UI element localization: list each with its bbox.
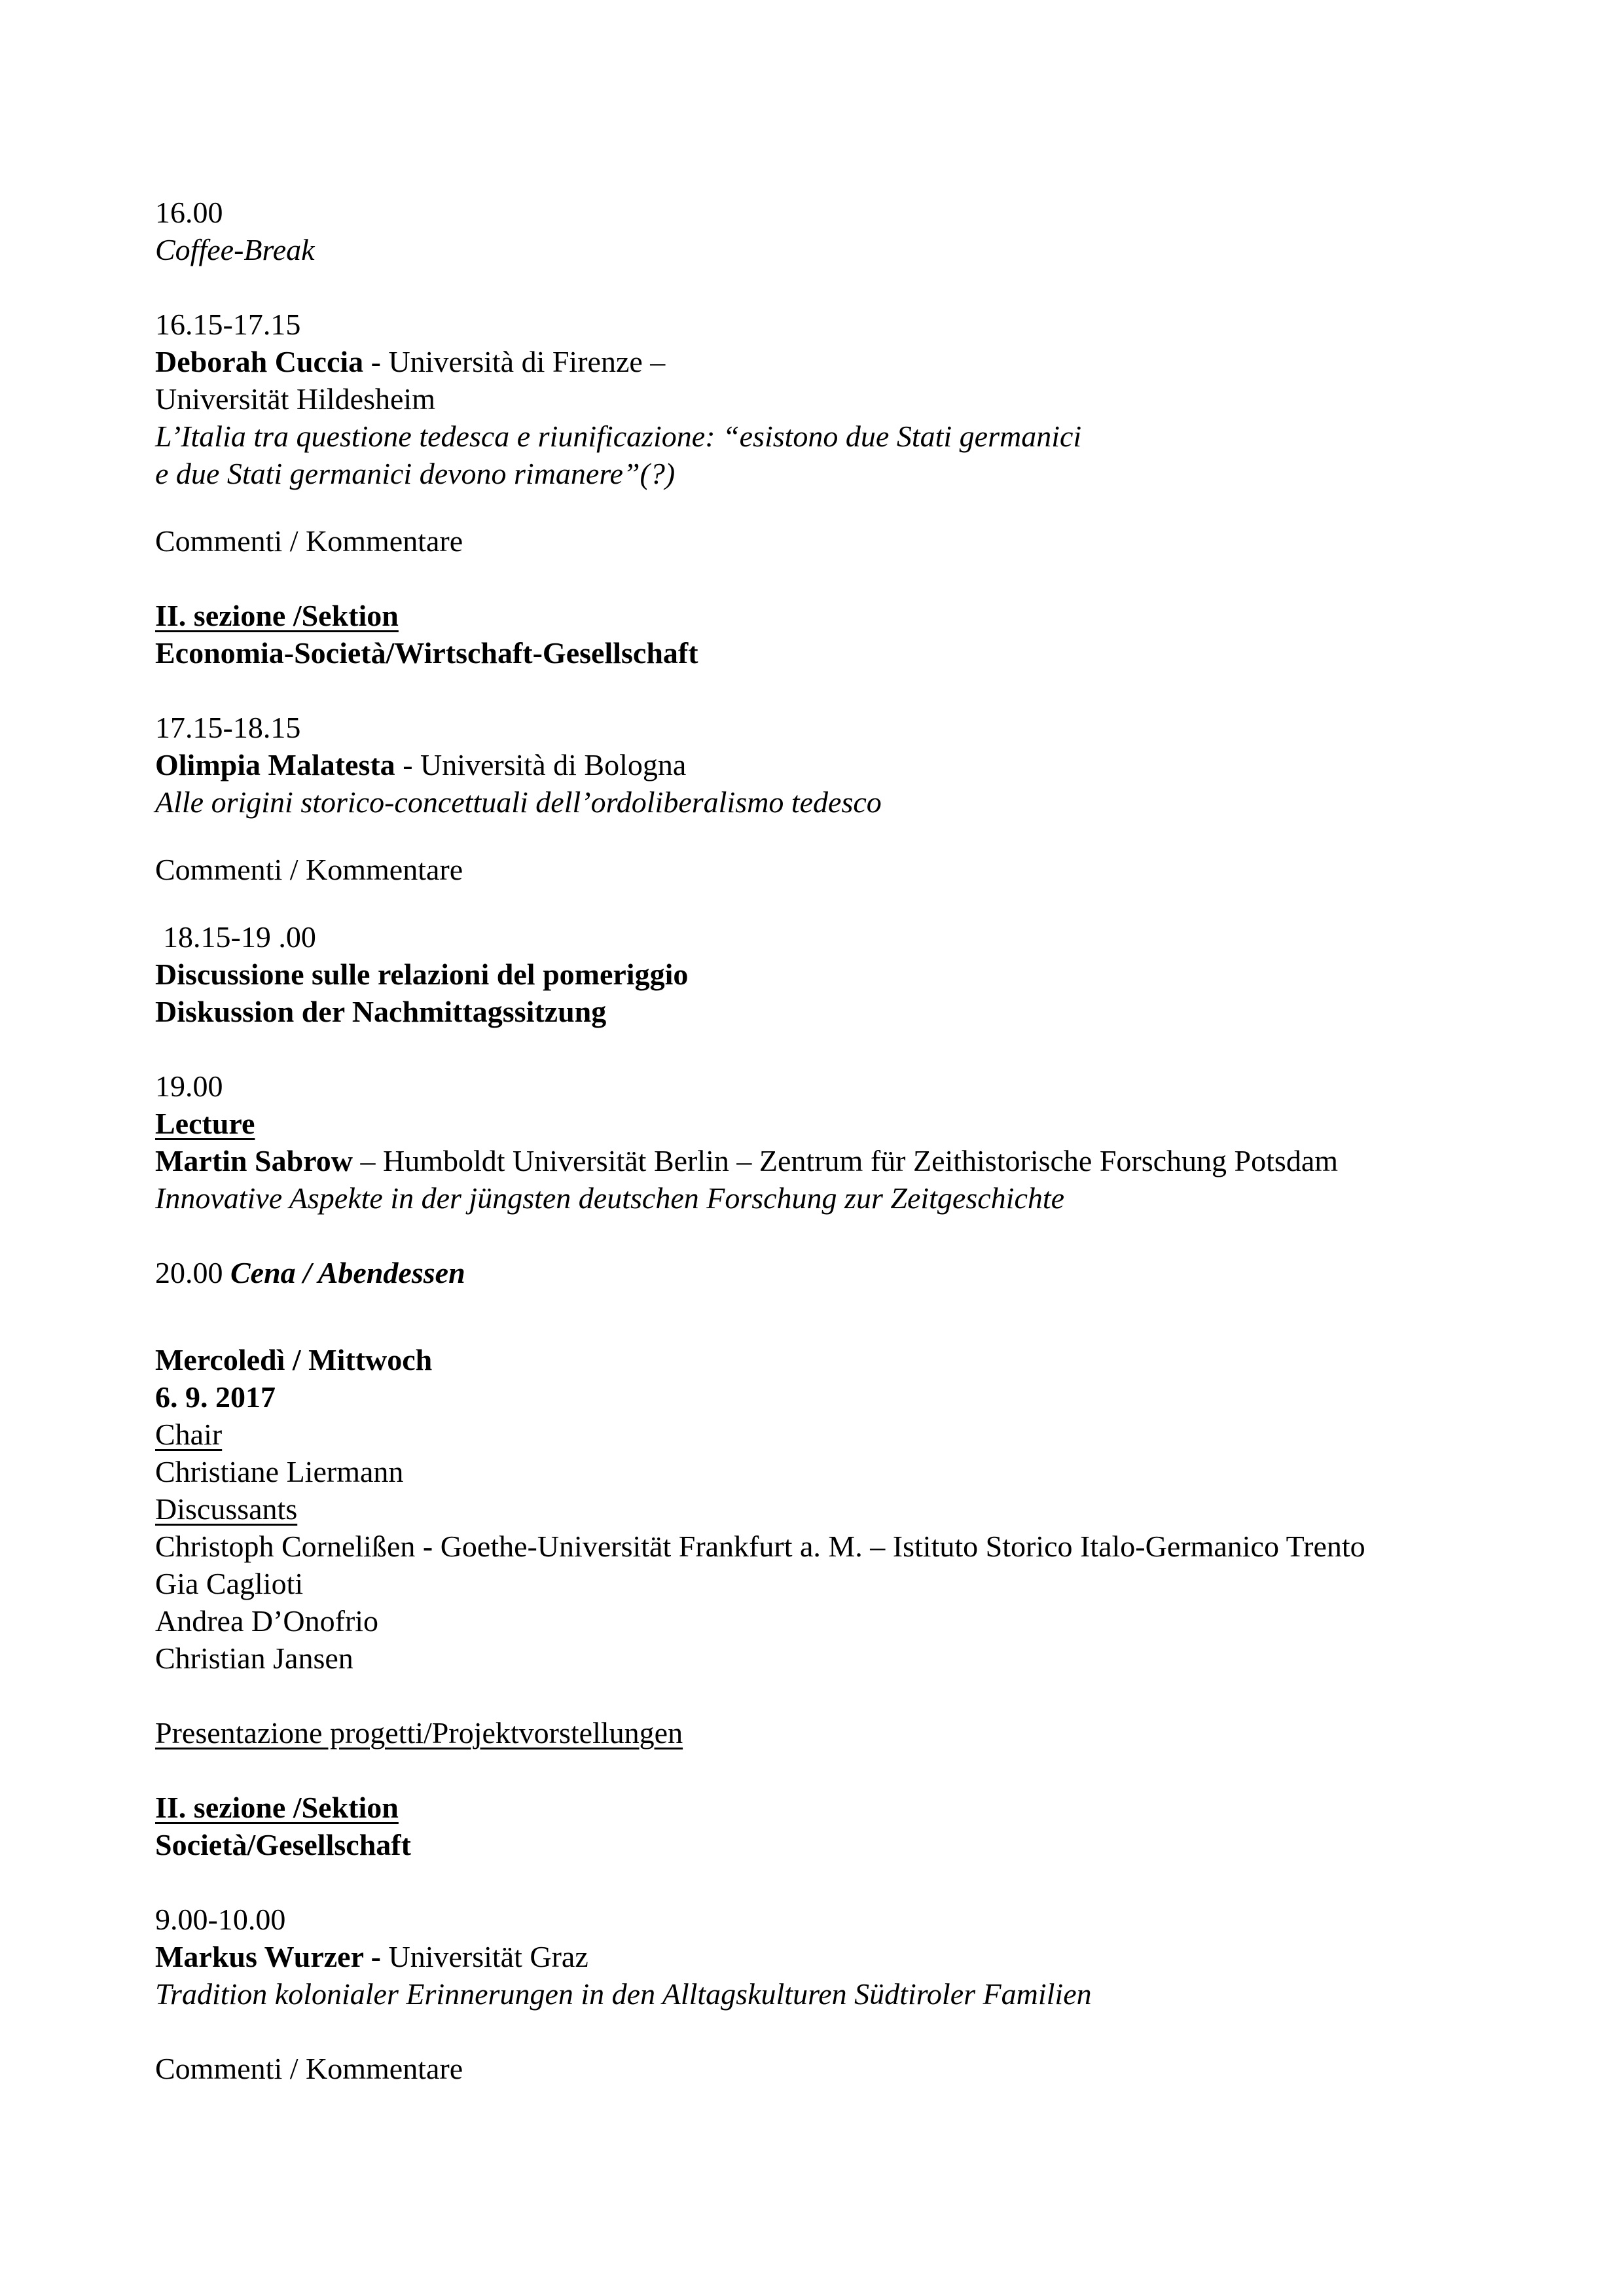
talk2-affiliation: - Università di Bologna [395, 748, 687, 781]
discussion-line-1: Discussione sulle relazioni del pomeriggio [155, 958, 689, 991]
projects-heading: Presentazione progetti/Projektvorstellungen [155, 1716, 683, 1749]
talk1-title-2: e due Stati germanici devono rimanere”(?) [155, 457, 676, 490]
dinner-line [155, 1254, 1519, 1291]
lecture-title: Innovative Aspekte in der jüngsten deutschen Forschung zur Zeitgeschichte [155, 1181, 1065, 1215]
discussion-line-2: Diskussion der Nachmittagssitzung [155, 995, 607, 1028]
talk1-speaker-line [155, 343, 1519, 380]
talk2-speaker: Olimpia Malatesta [155, 748, 395, 781]
talk1-speaker: Deborah Cuccia [155, 345, 364, 378]
talk1-affiliation-1: - Università di Firenze – [363, 345, 666, 378]
day-date: 6. 9. 2017 [155, 1380, 276, 1414]
talk3-time: 9.00-10.00 [155, 1903, 286, 1936]
talk1-comments: Commenti / Kommentare [155, 524, 463, 558]
section3-heading: II. sezione /Sektion [155, 1791, 399, 1824]
discussant-4: Christian Jansen [155, 1641, 353, 1675]
lecture-heading: Lecture [155, 1107, 255, 1140]
discussant-3: Andrea D’Onofrio [155, 1604, 379, 1638]
coffee-time: 16.00 [155, 196, 223, 229]
talk1-affiliation-2: Universität Hildesheim [155, 382, 435, 416]
talk3-title: Tradition kolonialer Erinnerungen in den Alltagskulturen Südtiroler Familien [155, 1977, 1092, 2011]
discussant-1: Christoph Cornelißen - Goethe-Universität Frankfurt a. M. – Istituto Storico Italo-Germanico Trento [155, 1530, 1365, 1563]
discussants-heading: Discussants [155, 1492, 298, 1526]
talk3-speaker-line [155, 1938, 1519, 1975]
chair-heading: Chair [155, 1418, 223, 1451]
dinner-time: 20.00 [155, 1256, 230, 1289]
talk1-title-1: L’Italia tra questione tedesca e riunificazione: “esistono due Stati germanici [155, 420, 1082, 453]
dinner-label: Cena / Abendessen [230, 1256, 465, 1289]
talk2-title: Alle origini storico-concettuali dell’ordoliberalismo tedesco [155, 785, 882, 819]
discussant-2: Gia Caglioti [155, 1567, 304, 1600]
lecture-speaker-line [155, 1142, 1519, 1179]
talk2-speaker-line [155, 746, 1519, 783]
day-weekday: Mercoledì / Mittwoch [155, 1343, 433, 1376]
section3-subheading: Società/Gesellschaft [155, 1828, 411, 1861]
talk3-speaker: Markus Wurzer - [155, 1940, 389, 1973]
talk2-time: 17.15-18.15 [155, 711, 301, 744]
discussion-time: 18.15-19 .00 [163, 920, 316, 954]
lecture-time: 19.00 [155, 1069, 223, 1103]
lecture-speaker: Martin Sabrow [155, 1144, 353, 1177]
coffee-label: Coffee-Break [155, 233, 315, 266]
talk1-time: 16.15-17.15 [155, 308, 301, 341]
chair-name: Christiane Liermann [155, 1455, 404, 1488]
talk2-comments: Commenti / Kommentare [155, 853, 463, 886]
talk3-affiliation: Universität Graz [388, 1940, 588, 1973]
lecture-affiliation: – Humboldt Universität Berlin – Zentrum für Zeithistorische Forschung Potsdam [353, 1144, 1339, 1177]
talk3-comments: Commenti / Kommentare [155, 2052, 463, 2085]
section2-heading: II. sezione /Sektion [155, 599, 399, 632]
section2-subheading: Economia-Società/Wirtschaft-Gesellschaft [155, 636, 698, 670]
